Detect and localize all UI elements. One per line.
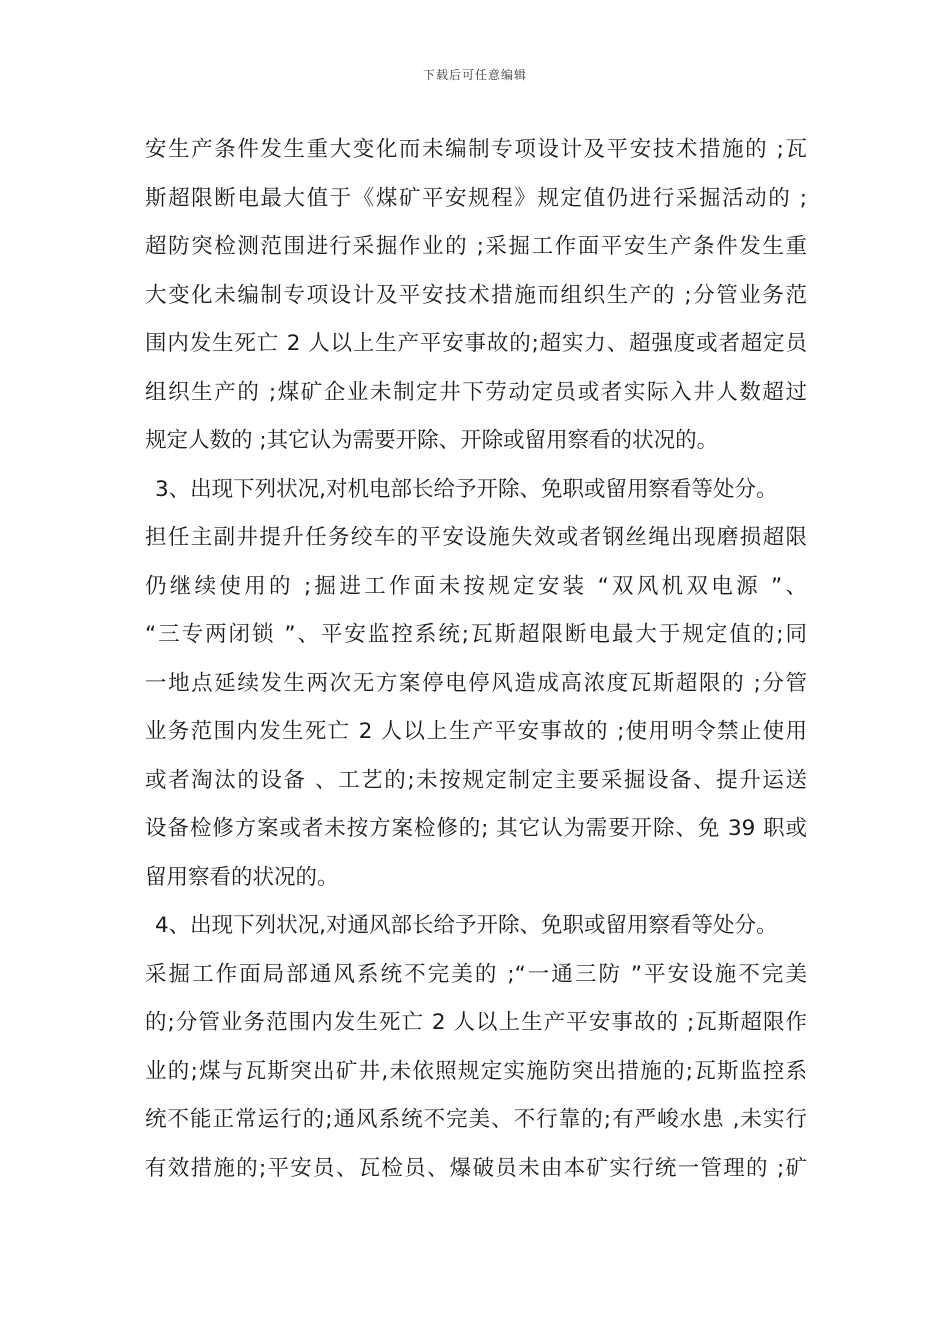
text-line: 或者淘汰的设备 、工艺的;未按规定制定主要采掘设备、提升运送 bbox=[145, 767, 807, 793]
text-line: 4、出现下列状况,对通风部长给予开除、免职或留用察看等处分。 bbox=[155, 913, 778, 938]
page-header: 下载后可任意编辑 bbox=[422, 68, 527, 82]
text-line: 统不能正常运行的;通风系统不完美、不行靠的;有严峻水患 ,未实行 bbox=[145, 1107, 807, 1132]
text-line: 安生产条件发生重大变化而未编制专项设计及平安技术措施的 ;瓦 bbox=[145, 137, 807, 162]
text-line: 斯超限断电最大值于《煤矿平安规程》规定值仍进行采掘活动的 ; bbox=[145, 185, 807, 211]
text-line: 超防突检测范围进行采掘作业的 ;采掘工作面平安生产条件发生重 bbox=[145, 234, 807, 259]
text-line: 业务范围内发生死亡 2 人以上生产平安事故的 ;使用明令禁止使用 bbox=[145, 719, 807, 744]
text-line: 围内发生死亡 2 人以上生产平安事故的;超实力、超强度或者超定员 bbox=[145, 331, 807, 356]
text-line: 仍继续使用的 ;掘进工作面未按规定安装 “双风机双电源 ”、 bbox=[145, 573, 807, 599]
text-line: 大变化未编制专项设计及平安技术措施而组织生产的 ;分管业务范 bbox=[145, 282, 807, 308]
text-line: 业的;煤与瓦斯突出矿井,未依照规定实施防突出措施的;瓦斯监控系 bbox=[145, 1058, 807, 1084]
text-line: 担任主副井提升任务绞车的平安设施失效或者钢丝绳出现磨损超限 bbox=[145, 525, 807, 550]
text-line: 规定人数的 ;其它认为需要开除、开除或留用察看的状况的。 bbox=[145, 428, 719, 453]
text-line: 组织生产的 ;煤矿企业未制定井下劳动定员或者实际入井人数超过 bbox=[145, 379, 807, 405]
text-line: 采掘工作面局部通风系统不完美的 ;“一通三防 ”平安设施不完美 bbox=[145, 961, 807, 987]
document-body bbox=[145, 126, 807, 1193]
text-line: 设备检修方案或者未按方案检修的; 其它认为需要开除、免 39 职或 bbox=[145, 816, 807, 841]
text-line: 3、出现下列状况,对机电部长给予开除、免职或留用察看等处分。 bbox=[155, 476, 778, 502]
text-line: 一地点延续发生两次无方案停电停风造成高浓度瓦斯超限的 ;分管 bbox=[145, 670, 807, 696]
text-line: 留用察看的状况的。 bbox=[145, 864, 339, 890]
text-line: 的;分管业务范围内发生死亡 2 人以上生产平安事故的 ;瓦斯超限作 bbox=[145, 1010, 807, 1035]
text-line: 有效措施的;平安员、瓦检员、爆破员未由本矿实行统一管理的 ;矿 bbox=[145, 1155, 807, 1181]
text-line: “三专两闭锁 ”、平安监控系统;瓦斯超限断电最大于规定值的;同 bbox=[145, 622, 807, 647]
